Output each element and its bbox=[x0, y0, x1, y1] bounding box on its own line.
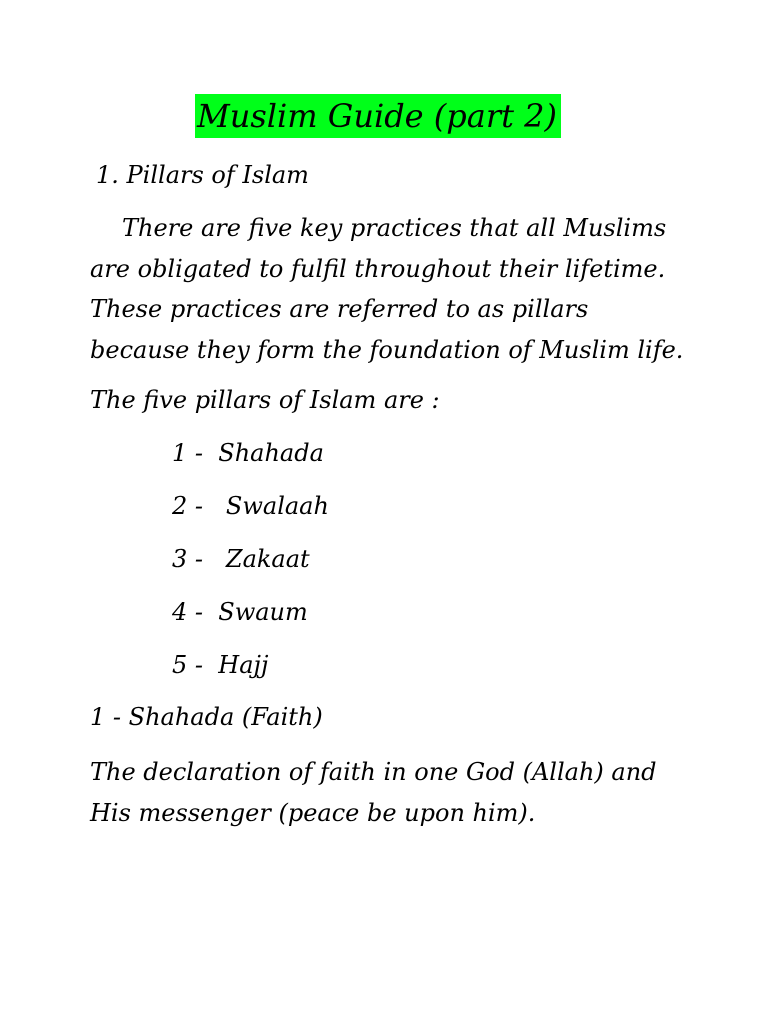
shahada-heading: 1 - Shahada (Faith) bbox=[90, 703, 323, 731]
intro-paragraph: There are five key practices that all Muslims are obligated to fulfil throughout their lifetime. These practices are referred to as pillars because they form the foundation of Muslim life. bbox=[90, 214, 684, 364]
list-item: 2 - Swalaah bbox=[172, 492, 329, 520]
shahada-text: The declaration of faith in one God (Allah) and His messenger (peace be upon him). bbox=[90, 758, 657, 827]
pillar-list bbox=[172, 436, 329, 701]
page-title: Muslim Guide (part 2) bbox=[195, 94, 561, 138]
list-item: 5 - Hajj bbox=[172, 651, 269, 679]
pillars-lead: The five pillars of Islam are : bbox=[90, 386, 440, 414]
list-item: 4 - Swaum bbox=[172, 598, 308, 626]
list-item: 3 - Zakaat bbox=[172, 545, 310, 573]
list-item: 1 - Shahada bbox=[172, 439, 324, 467]
section-heading: 1. Pillars of Islam bbox=[96, 161, 309, 189]
